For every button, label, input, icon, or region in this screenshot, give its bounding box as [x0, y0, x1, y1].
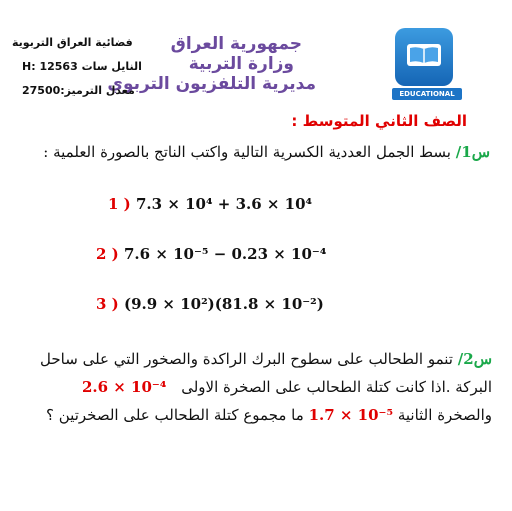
exercise-1-number: 1 ): [108, 195, 131, 213]
first-rock-mass: 2.6 × 10⁻⁴: [81, 378, 167, 396]
country-title: جمهورية العراق: [170, 34, 302, 54]
tv-logo-icon: [395, 28, 453, 86]
question-2-line-3: [46, 406, 492, 424]
exercise-3-expression: (9.9 × 10²)(81.8 × 10⁻²): [124, 295, 324, 313]
book-icon: [406, 43, 442, 67]
exercise-2-expression: 7.6 × 10⁻⁵ − 0.23 × 10⁻⁴: [124, 245, 327, 263]
symbol-rate: معدل الترميز:27500: [22, 84, 135, 97]
question-2-line-2: [82, 378, 492, 396]
question-1: [43, 143, 490, 161]
logo-wordmark: EDUCATIONAL: [392, 88, 462, 100]
exercise-1: [108, 195, 312, 213]
exercise-3-number: 3 ): [96, 295, 119, 313]
directorate-title: مديرية التلفزيون التربوي: [107, 74, 316, 94]
exercise-3: [96, 295, 324, 313]
question-2-text-3b: ما مجموع كتلة الطحالب على الصخرتين ؟: [46, 406, 304, 424]
question-2-line-1: [40, 350, 492, 368]
second-rock-mass: 1.7 × 10⁻⁵: [308, 406, 394, 424]
question-2-text-1: تنمو الطحالب على سطوح البرك الراكدة والصخور التي على ساحل: [40, 350, 453, 368]
exercise-2: [96, 245, 326, 263]
exercise-1-expression: 7.3 × 10⁴ + 3.6 × 10⁴: [136, 195, 313, 213]
question-1-number: س1/: [455, 143, 490, 161]
channel-name: فضائية العراق التربوية: [12, 36, 133, 49]
exercise-2-number: 2 ): [96, 245, 119, 263]
question-1-prompt: بسط الجمل العددية الكسرية التالية واكتب الناتج بالصورة العلمية :: [43, 143, 451, 161]
grade-heading: الصف الثاني المتوسط :: [291, 112, 467, 130]
question-2-number: س2/: [457, 350, 492, 368]
ministry-title: وزارة التربية: [188, 54, 294, 74]
question-2-text-3a: والصخرة الثانية: [397, 406, 492, 424]
question-2-text-2: البركة .اذا كانت كتلة الطحالب على الصخرة الاولى: [181, 378, 492, 396]
frequency: النايل سات 12563 :H: [22, 60, 142, 73]
